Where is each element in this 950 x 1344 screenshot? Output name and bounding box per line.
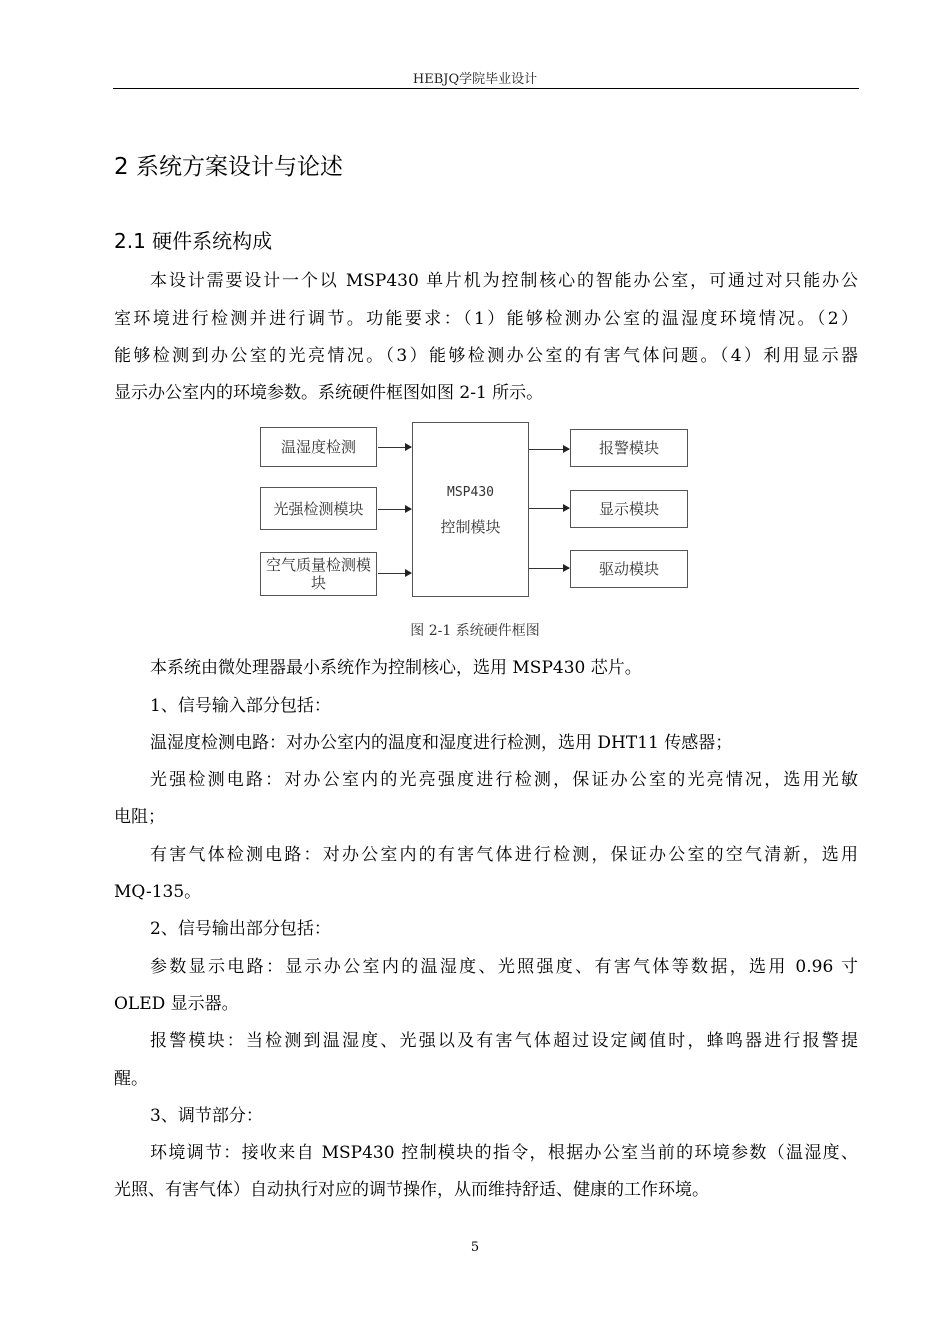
chapter-title: 2 系统方案设计与论述 (114, 154, 343, 180)
paragraph-line: MQ-135。 (114, 882, 202, 902)
paragraph-line: 3、调节部分： (150, 1106, 263, 1126)
paragraph-line: 2、信号输出部分包括： (150, 919, 331, 939)
controller-block (412, 422, 529, 597)
paragraph-line: 显示办公室内的环境参数。系统硬件框图如图 2-1 所示。 (114, 383, 544, 403)
header-rule (113, 88, 859, 89)
input-block: 光强检测模块 (260, 487, 377, 530)
paragraph-line: 本设计需要设计一个以 MSP430 单片机为控制核心的智能办公室，可通过对只能办公 (150, 271, 858, 291)
paragraph-line: 光照、有害气体）自动执行对应的调节操作，从而维持舒适、健康的工作环境。 (114, 1180, 709, 1200)
paragraph-line: 报警模块：当检测到温湿度、光强以及有害气体超过设定阈值时，蜂鸣器进行报警提 (150, 1031, 858, 1051)
paragraph-line: 醒。 (114, 1069, 148, 1089)
paragraph-line: 环境调节：接收来自 MSP430 控制模块的指令，根据办公室当前的环境参数（温湿度、 (150, 1143, 858, 1163)
arrow-icon (378, 573, 411, 574)
output-block: 驱动模块 (570, 550, 688, 588)
output-block: 报警模块 (570, 429, 688, 467)
arrow-icon (529, 568, 569, 569)
arrow-icon (378, 447, 411, 448)
input-block: 空气质量检测模块 (260, 552, 377, 596)
paragraph-line: 参数显示电路：显示办公室内的温湿度、光照强度、有害气体等数据，选用 0.96 寸 (150, 957, 858, 977)
figure-caption: 图 2-1 系统硬件框图 (410, 623, 540, 639)
paragraph-line: 光强检测电路：对办公室内的光亮强度进行检测，保证办公室的光亮情况，选用光敏 (150, 770, 858, 790)
paragraph-line: 室环境进行检测并进行调节。功能要求：（1）能够检测办公室的温湿度环境情况。（2） (114, 309, 858, 329)
arrow-icon (529, 449, 569, 450)
hardware-block-diagram (258, 420, 693, 600)
page-header: HEBJQ学院毕业设计 (412, 72, 538, 87)
controller-label: 控制模块 (440, 517, 501, 536)
paragraph-line: 1、信号输入部分包括： (150, 696, 331, 716)
paragraph-line: 电阻； (114, 807, 165, 827)
arrow-icon (378, 509, 411, 510)
arrow-icon (529, 508, 569, 509)
paragraph-line: OLED 显示器。 (114, 994, 239, 1014)
paragraph-line: 本系统由微处理器最小系统作为控制核心，选用 MSP430 芯片。 (150, 658, 642, 678)
page-number: 5 (470, 1240, 480, 1255)
paragraph-line: 有害气体检测电路：对办公室内的有害气体进行检测，保证办公室的空气清新，选用 (150, 845, 858, 865)
paragraph-line: 能够检测到办公室的光亮情况。（3）能够检测办公室的有害气体问题。（4）利用显示器 (114, 346, 858, 366)
output-block: 显示模块 (570, 490, 688, 528)
controller-name: MSP430 (447, 484, 494, 500)
section-title: 2.1 硬件系统构成 (114, 229, 273, 253)
paragraph-line: 温湿度检测电路：对办公室内的温度和湿度进行检测，选用 DHT11 传感器； (150, 733, 733, 753)
input-block: 温湿度检测 (260, 427, 377, 467)
